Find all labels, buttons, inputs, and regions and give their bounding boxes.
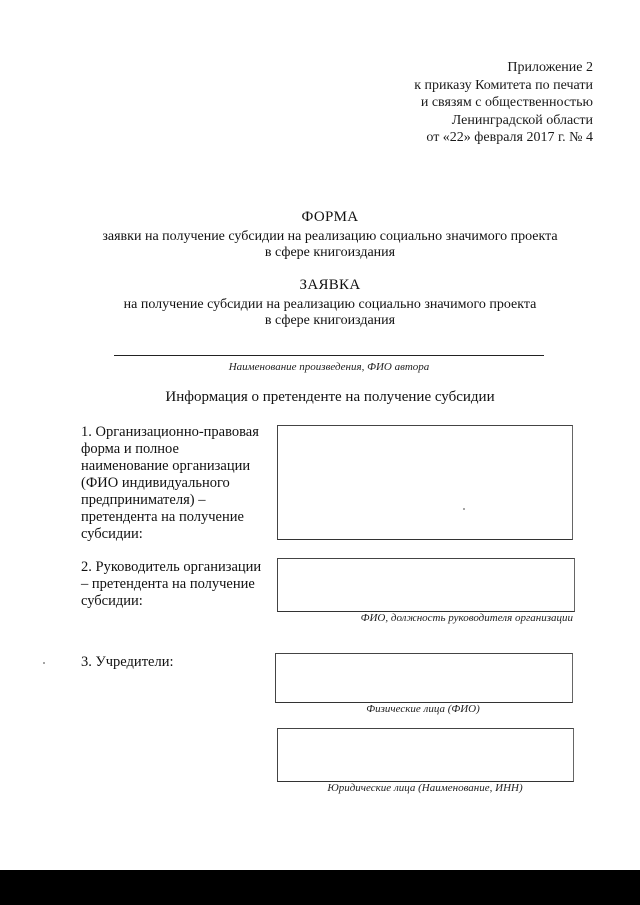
work-name-caption: Наименование произведения, ФИО автора	[228, 361, 430, 373]
form-subtitle-line: в сфере книгоиздания	[264, 245, 396, 260]
application-title	[0, 277, 640, 329]
appendix-line: к приказу Комитета по печати	[414, 77, 593, 93]
item-label-line: форма и полное	[81, 441, 179, 457]
appendix-block	[414, 59, 593, 147]
item-label-line: наименование организации	[81, 458, 251, 474]
appendix-line: и связям с общественностью	[420, 95, 593, 110]
item-label-line: претендента на получение	[81, 509, 244, 525]
appendix-line: Приложение 2	[507, 60, 593, 75]
form-title	[0, 209, 640, 261]
item-label-line: (ФИО индивидуального	[81, 475, 230, 491]
appendix-line: Ленинградской области	[451, 112, 593, 128]
item-label-line: субсидии:	[81, 593, 143, 609]
head-of-organization-caption: ФИО, должность руководителя организации	[360, 612, 573, 624]
item-3-label	[81, 654, 281, 671]
form-subtitle-line: заявки на получение субсидии на реализацию социально значимого проекта	[102, 229, 558, 244]
application-subtitle-line: на получение субсидии на реализацию социально значимого проекта	[123, 297, 537, 312]
item-label-line: 1. Организационно-правовая	[81, 424, 259, 440]
item-label-line: 2. Руководитель организации	[81, 559, 262, 575]
founders-individuals-caption: Физические лица (ФИО)	[366, 703, 480, 715]
appendix-line: от «22» февраля 2017 г. № 4	[426, 130, 593, 145]
item-label-line: – претендента на получение	[81, 576, 255, 592]
scan-bottom-edge	[0, 870, 640, 905]
section-heading: Информация о претенденте на получение субсидии	[165, 389, 495, 405]
founders-legal-entities-field[interactable]	[277, 728, 574, 782]
head-of-organization-field[interactable]	[277, 558, 575, 612]
item-1-label	[81, 424, 281, 543]
item-2-label	[81, 559, 281, 610]
item-label-line: предпринимателя) –	[81, 492, 206, 508]
founders-individuals-field[interactable]	[275, 653, 573, 703]
form-heading: ФОРМА	[301, 209, 359, 225]
founders-legal-entities-caption: Юридические лица (Наименование, ИНН)	[327, 782, 523, 794]
scan-speck	[463, 508, 465, 510]
application-heading: ЗАЯВКА	[299, 277, 361, 293]
scan-speck	[43, 662, 45, 664]
application-subtitle-line: в сфере книгоиздания	[264, 313, 396, 328]
work-name-fill-line[interactable]	[114, 355, 544, 356]
organization-form-field[interactable]	[277, 425, 573, 540]
item-label-line: 3. Учредители:	[81, 654, 174, 670]
item-label-line: субсидии:	[81, 526, 143, 542]
